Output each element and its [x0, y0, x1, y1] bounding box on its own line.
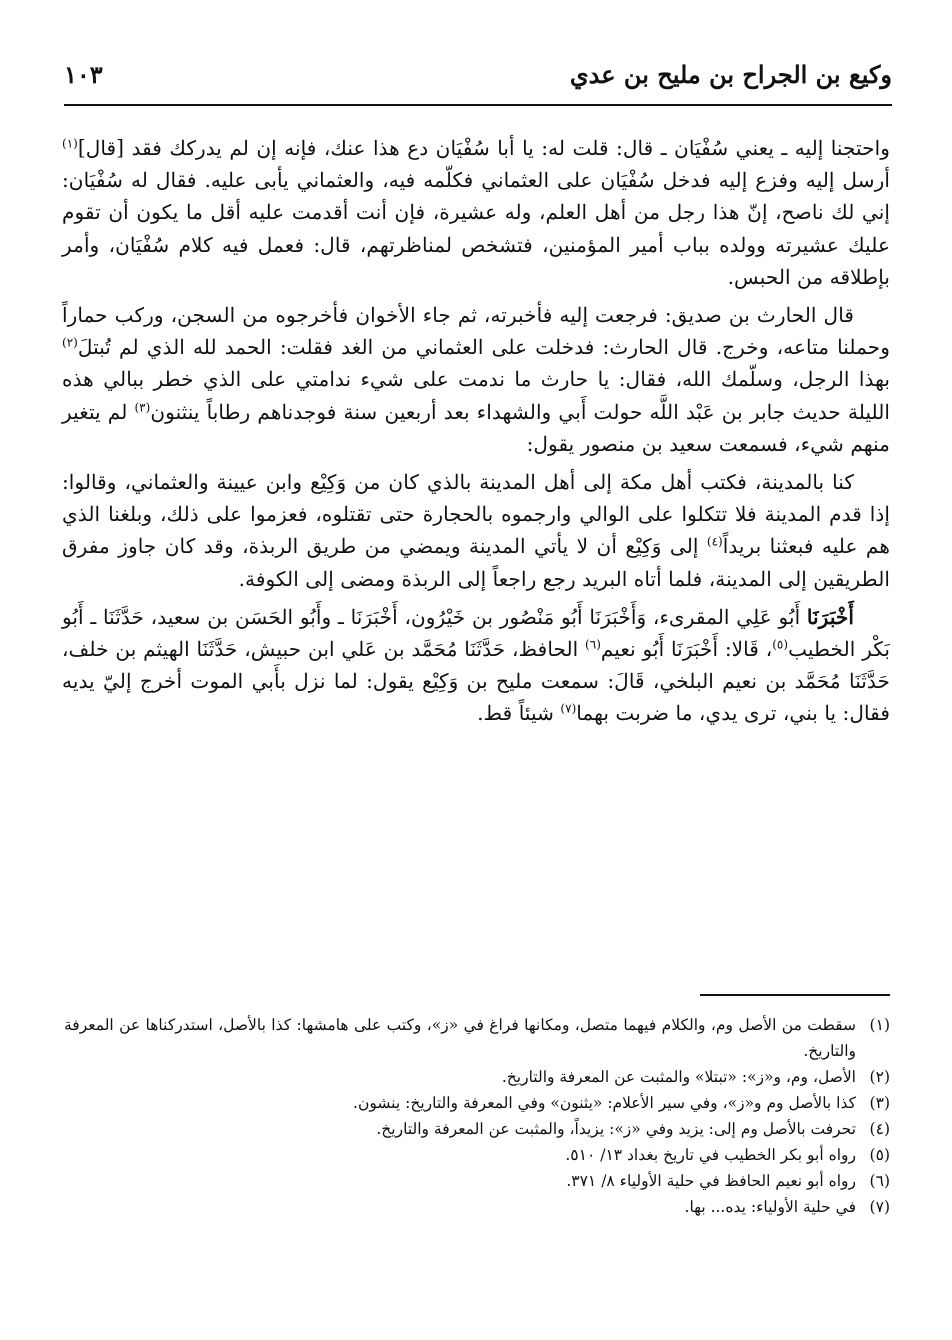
footnote: [64, 1090, 890, 1116]
footnote-number: (٧): [869, 1198, 890, 1216]
footnote-ref-7: (٧): [560, 701, 577, 716]
page-number: ١٠٣: [64, 60, 103, 89]
running-title: وكيع بن الجراح بن مليح بن عدي: [569, 60, 892, 89]
footnote-ref-1: (١): [62, 136, 78, 151]
footnote-ref-2: (٢): [62, 335, 78, 350]
footnote-text: كذا بالأصل وم و«ز»، وفي سير الأعلام: «يثنون» وفي المعرفة والتاريخ: ينشون.: [353, 1094, 856, 1112]
footnote-number: (٥): [869, 1146, 890, 1164]
footnote-text: رواه أبو بكر الخطيب في تاريخ بغداد ١٣/ ٥١٠.: [565, 1146, 856, 1164]
footnote-number: (٦): [869, 1172, 890, 1190]
footnote-ref-5: (٥): [772, 637, 789, 652]
footnote-number: (٢): [869, 1068, 890, 1086]
text-run: إلى وَكِيْع أن لا يأتي المدينة ويمضي من طريق الربذة، وقد كان جاوز مفرق الطريقين إلى المدينة، فلما أتاه البريد رجع راجعاً إلى الربذة ومضى إلى الكوفة.: [62, 534, 890, 591]
footnote: [64, 1168, 890, 1194]
footnote-text: رواه أبو نعيم الحافظ في حلية الأولياء ٨/ ٣٧١.: [566, 1172, 856, 1190]
text-run: لم يتغير منهم شيء، فسمعت سعيد بن منصور يقول:: [62, 399, 890, 456]
footnote: [64, 1116, 890, 1142]
footnote-text: في حلية الأولياء: يده... بها.: [684, 1198, 856, 1216]
footnote: [64, 1142, 890, 1168]
footnote-text: سقطت من الأصل وم، والكلام فيهما متصل، ومكانها فراغ في «ز»، وكتب على هامشها: كذا بالأصل، استدركناها عن المعرفة والتاريخ.: [64, 1016, 856, 1060]
text-run: شيئاً قط.: [477, 701, 561, 726]
footnote: [64, 1012, 890, 1064]
paragraph-2: [62, 299, 890, 460]
text-run: أرسل إليه وفزع إليه فدخل سُفْيَان على العثماني فكلّمه فيه، والعثماني يأبى عليه. فقال له سُفْيَان: إني لك ناصح، إنّ هذا رجل من أهل العلم، وله عشيرة، فإن أنت أقدمت عليه أقل ما يكون أن تقوم عليك عشيرته وولده بباب أمير المؤمنين، فتشخص لمناظرتهم، قال: فعمل فيه كلام سُفْيَان، وأمر بإطلاقه من الحبس.: [62, 168, 890, 289]
footnote-text: تحرفت بالأصل وم إلى: يزيد وفي «ز»: يزيداً، والمثبت عن المعرفة والتاريخ.: [376, 1120, 856, 1138]
footnote: [64, 1064, 890, 1090]
text-run: واحتجنا إليه ـ يعني سُفْيَان ـ قال: قلت له: يا أبا سُفْيَان دع هذا عنك، فإنه إن لم يدركك فقد [قال]: [77, 136, 890, 160]
paragraph-4: [62, 601, 890, 730]
footnotes: [64, 1012, 890, 1220]
text-run: قال الحارث بن صديق: فرجعت إليه فأخبرته، ثم جاء الأخوان فأخرجوه من السجن، وركب حماراً وحملنا متاعه، وخرج. قال الحارث: فدخلت على العثماني من الغد فقلت: الحمد لله الذي لم تُبتلَ: [62, 303, 890, 360]
text-run: أَبُو عَلِي المقرىء، وَأَخْبَرَنَا أَبُو مَنْصُور بن خَيْرُون، أَخْبَرَنَا ـ وأَبُو الحَسَن بن سعيد، حَدَّثَنَا ـ أَبُو بَكْر الخطيب: [62, 604, 891, 662]
footnote-separator: [700, 994, 890, 996]
footnote-number: (٤): [869, 1120, 890, 1138]
footnote-ref-3: (٣): [134, 399, 151, 414]
main-text: [62, 132, 890, 736]
page-header: [64, 54, 892, 106]
paragraph-1: [62, 132, 890, 293]
text-run: ، قَالا: أَخْبَرَنَا أَبُو نعيم: [600, 637, 773, 662]
paragraph-3: [62, 466, 890, 595]
footnote-number: (١): [869, 1016, 890, 1034]
footnote-text: الأصل، وم، و«ز»: «تبتلا» والمثبت عن المعرفة والتاريخ.: [501, 1068, 856, 1086]
footnote-ref-6: (٦): [585, 637, 601, 652]
text-run: بهذا الرجل، وسلّمك الله، فقال: يا حارث ما ندمت على شيء ندامتي على الذي خطر ببالي هذه الليلة حديث جابر بن عَبْد اللَّه حولت أَبي والشهداء بعد أربعين سنة فوجدناهم رطاباً ينثنون: [62, 367, 890, 424]
footnote-number: (٣): [869, 1094, 890, 1112]
text-run: الحافظ، حَدَّثَنَا مُحَمَّد بن عَلي ابن حبيش، حَدَّثَنَا الهيثم بن خلف، حَدَّثَنَا مُحَمَّد بن نعيم البلخي، قَالَ: سمعت مليح بن وَكِيْع يقول: لما نزل بأَبي الموت أخرج إليّ يديه فقال: يا بني، ترى يدي، ما ضربت بهما: [62, 637, 890, 726]
footnote-ref-4: (٤): [706, 534, 723, 549]
text-run: كنا بالمدينة، فكتب أهل مكة إلى أهل المدينة بالذي كان من وَكِيْع وابن عيينة والعثماني، وقالوا: إذا قدم المدينة فلا تتكلوا على الوالي وارجموه بالحجارة حتى تقتلوه، فعزموا على ذلك، وبلغنا الذي هم عليه فبعثنا بريداً: [62, 470, 891, 559]
footnote: [64, 1194, 890, 1220]
isnad-start-word: أَخْبَرَنَا: [806, 604, 854, 629]
